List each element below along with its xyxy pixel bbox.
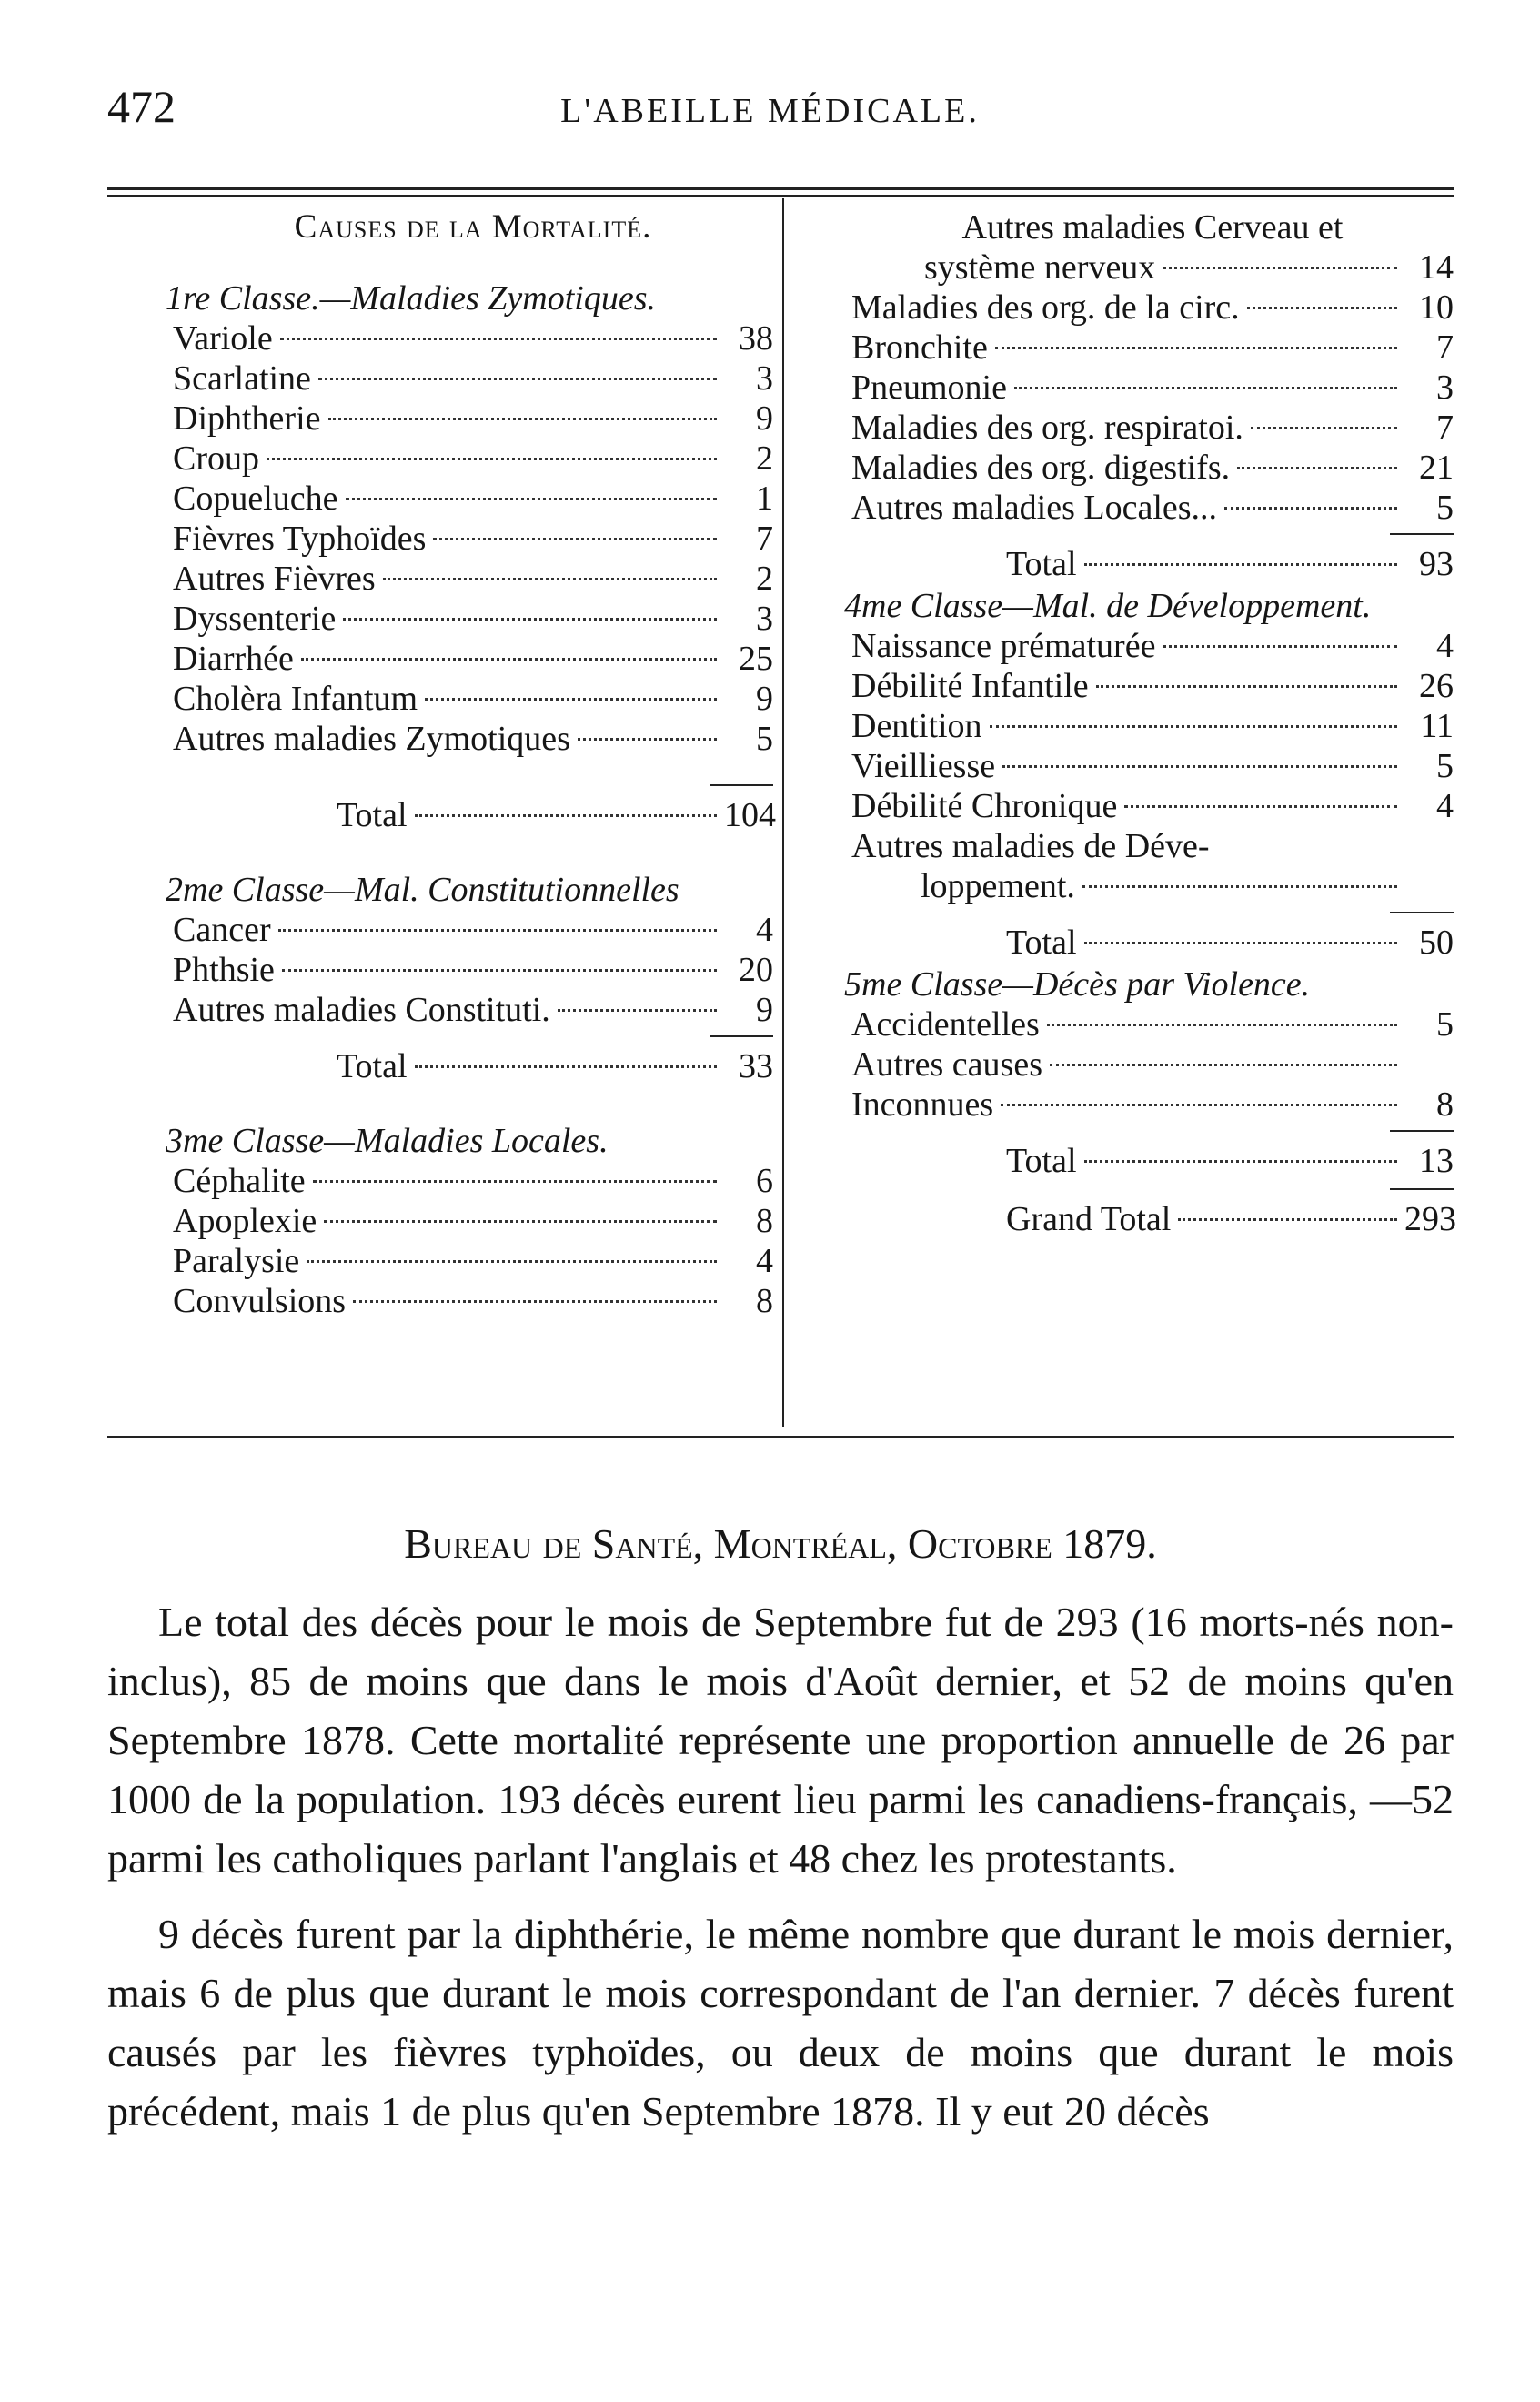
row-value: 2	[756, 439, 773, 478]
row-label: Autres maladies Zymotiques	[173, 720, 570, 758]
row-value: 26	[1419, 667, 1454, 705]
table-row	[173, 1281, 773, 1321]
grand-total-value: 293	[1404, 1200, 1456, 1238]
class-heading-violence: 5me Classe—Décès par Violence.	[844, 965, 1311, 1004]
mortality-table	[107, 198, 1454, 1427]
row-value: 8	[1436, 1085, 1454, 1124]
leader-dots	[318, 378, 717, 380]
row-value: 2	[756, 560, 773, 598]
leader-dots	[415, 1065, 717, 1068]
top-rule-thick	[107, 187, 1454, 190]
grand-total-row	[851, 1197, 1454, 1241]
row-label: Diarrhée	[173, 640, 294, 678]
leader-dots	[267, 458, 717, 460]
table-row	[851, 666, 1454, 706]
leader-dots	[415, 814, 717, 817]
row-label: Débilité Chronique	[851, 787, 1118, 825]
table-row	[851, 1045, 1454, 1125]
row-value: 11	[1420, 707, 1454, 745]
leader-dots	[1251, 427, 1397, 429]
row-value: 7	[756, 520, 773, 558]
leader-dots	[1178, 1218, 1397, 1221]
table-row	[173, 358, 773, 399]
row-value: 8	[756, 1202, 773, 1240]
total-row-development	[851, 921, 1454, 964]
leader-dots	[1084, 563, 1397, 566]
class-heading-development: 4me Classe—Mal. de Développement.	[844, 587, 1372, 625]
class-rows-local-continued	[851, 288, 1454, 528]
row-label: Cholèra Infantum	[173, 680, 418, 718]
leader-dots	[1237, 467, 1397, 469]
row-label: Autres maladies Constituti.	[173, 991, 550, 1029]
row-value: 4	[756, 911, 773, 949]
leader-dots	[1124, 805, 1397, 808]
table-row	[173, 318, 773, 358]
table-row	[851, 488, 1454, 528]
leader-dots	[1224, 507, 1397, 510]
table-row	[851, 288, 1454, 328]
table-row	[173, 439, 773, 479]
leader-dots	[301, 658, 717, 661]
sum-rule	[1390, 1188, 1454, 1190]
row-label: Paralysie	[173, 1242, 300, 1280]
sum-rule	[710, 1035, 773, 1037]
table-row	[173, 399, 773, 439]
leader-dots	[1047, 1024, 1397, 1026]
table-row	[851, 448, 1454, 488]
row-label: Maladies des org. digestifs.	[851, 449, 1231, 487]
row-label: Apoplexie	[173, 1202, 317, 1240]
row-value: 20	[739, 951, 773, 989]
leader-dots	[313, 1180, 717, 1183]
row-label: Autres Fièvres	[173, 560, 376, 598]
total-row-violence	[851, 1139, 1454, 1183]
row-label-line1: Autres maladies Cerveau et	[961, 208, 1344, 247]
row-label: Dentition	[851, 707, 982, 745]
sum-rule	[1390, 912, 1454, 913]
table-row	[173, 719, 773, 759]
row-label: Phthsie	[173, 951, 275, 989]
row-value: 6	[756, 1162, 773, 1200]
class-heading-constitutional: 2me Classe—Mal. Constitutionnelles	[166, 871, 679, 909]
class-rows-violence	[851, 1004, 1454, 1045]
article-paragraph: Le total des décès pour le mois de Septembre fut de 293 (16 morts-nés non-inclus), 85 de moins que dans le mois d'Août dernier, et 52 de moins qu'en Septembre 1878. Cette mortalité représente une proportion annuelle de 26 par 1000 de la population. 193 décès eurent lieu parmi les canadiens-français, —52 parmi les catholiques parlant l'anglais et 48 chez les protestants.	[107, 1599, 1454, 1882]
table-row	[851, 746, 1454, 786]
table-row	[173, 990, 773, 1030]
row-value: 4	[756, 1242, 773, 1280]
row-value: 5	[1436, 1005, 1454, 1044]
leader-dots	[383, 578, 717, 580]
leader-dots	[1096, 685, 1397, 688]
leader-dots	[995, 347, 1397, 349]
row-label: Copueluche	[173, 479, 338, 518]
row-value: 7	[1436, 409, 1454, 447]
table-row	[173, 559, 773, 599]
table-row	[173, 479, 773, 519]
table-row	[173, 1241, 773, 1281]
leader-dots	[353, 1300, 717, 1303]
table-row	[851, 786, 1454, 826]
row-label: Convulsions	[173, 1282, 347, 1320]
bottom-rule	[107, 1436, 1454, 1438]
row-label: Dyssenterie	[173, 600, 337, 638]
table-row	[173, 910, 773, 950]
total-label: Total	[1006, 1142, 1077, 1180]
total-label: Total	[337, 796, 408, 834]
total-label: Total	[1006, 923, 1077, 962]
row-label: Naissance prématurée	[851, 627, 1156, 665]
table-row	[851, 328, 1454, 368]
leader-dots	[278, 929, 717, 932]
table-row	[173, 1201, 773, 1241]
row-value: 5	[1436, 747, 1454, 785]
page-number: 472	[107, 81, 176, 132]
total-row-zymotic	[173, 793, 776, 837]
total-value: 33	[739, 1047, 773, 1085]
column-divider	[782, 198, 784, 1427]
table-row	[173, 639, 773, 679]
sum-rule	[1390, 533, 1454, 535]
row-label-line1: Autres causes	[851, 1045, 1042, 1084]
row-label: Fièvres Typhoïdes	[173, 520, 427, 558]
leader-dots	[1050, 1064, 1397, 1066]
row-label-line2: loppement.	[921, 867, 1075, 905]
total-row-local	[851, 542, 1454, 586]
leader-dots	[1084, 1160, 1397, 1163]
grand-total-label: Grand Total	[1006, 1200, 1172, 1238]
leader-dots	[1084, 942, 1397, 944]
table-row	[851, 1004, 1454, 1045]
row-label: Scarlatine	[173, 359, 311, 398]
table-row	[851, 626, 1454, 666]
row-value: 21	[1419, 449, 1454, 487]
table-row	[173, 1161, 773, 1201]
row-label-line1: Autres maladies de Déve-	[851, 827, 1210, 865]
row-value: 38	[739, 319, 773, 358]
row-value: 5	[756, 720, 773, 758]
row-label: Variole	[173, 319, 273, 358]
row-label: Maladies des org. de la circ.	[851, 288, 1240, 327]
total-label: Total	[337, 1047, 408, 1085]
row-value: 3	[756, 359, 773, 398]
table-row	[173, 950, 773, 990]
row-value: 4	[1436, 627, 1454, 665]
row-label: Bronchite	[851, 328, 988, 367]
row-value: 25	[739, 640, 773, 678]
row-label-line2: Inconnues	[851, 1085, 994, 1124]
table-row	[851, 207, 1454, 288]
table-row	[173, 679, 773, 719]
leader-dots	[328, 418, 717, 420]
row-label: Autres maladies Locales...	[851, 489, 1218, 527]
table-right-column	[844, 207, 1456, 1241]
leader-dots	[578, 738, 717, 741]
row-value: 9	[756, 399, 773, 438]
row-value: 3	[1436, 368, 1454, 407]
table-row	[851, 706, 1454, 746]
class-rows-development	[851, 626, 1454, 826]
sum-rule	[1390, 1130, 1454, 1132]
leader-dots	[307, 1260, 717, 1263]
row-value: 8	[756, 1282, 773, 1320]
row-value: 9	[756, 991, 773, 1029]
row-value: 4	[1436, 787, 1454, 825]
class-heading-zymotic: 1re Classe.—Maladies Zymotiques.	[166, 279, 657, 318]
total-value: 50	[1419, 923, 1454, 962]
running-title: L'ABEILLE MÉDICALE.	[560, 92, 980, 130]
table-title: Causes de la Mortalité.	[294, 208, 652, 246]
leader-dots	[433, 538, 717, 540]
article-body	[107, 1592, 1454, 2157]
row-value: 10	[1419, 288, 1454, 327]
row-label: Accidentelles	[851, 1005, 1040, 1044]
leader-dots	[1163, 645, 1397, 648]
total-value: 104	[724, 796, 776, 834]
row-label: Croup	[173, 439, 259, 478]
leader-dots	[1014, 387, 1397, 389]
row-label: Vieilliesse	[851, 747, 996, 785]
row-label: Débilité Infantile	[851, 667, 1089, 705]
total-value: 13	[1419, 1142, 1454, 1180]
total-row-constitutional	[173, 1045, 773, 1088]
leader-dots	[1163, 267, 1397, 269]
row-value: 9	[756, 680, 773, 718]
table-row	[851, 826, 1454, 906]
leader-dots	[1002, 765, 1397, 768]
article-byline: Bureau de Santé, Montréal, Octobre 1879.	[404, 1520, 1157, 1567]
article-paragraph: 9 décès furent par la diphthérie, le même nombre que durant le mois dernier, mais 6 de plus que durant le mois correspondant de l'an dernier. 7 décès furent causés par les fièvres typhoïdes, ou deux de moins que durant le mois précédent, mais 1 de plus qu'en Septembre 1878. Il y eut 20 décès	[107, 1911, 1454, 2135]
leader-dots	[558, 1009, 717, 1012]
row-label-line2: système nerveux	[924, 248, 1156, 287]
table-row	[173, 519, 773, 559]
leader-dots	[280, 338, 717, 340]
leader-dots	[425, 698, 717, 701]
class-rows-local	[173, 1161, 773, 1321]
sum-rule	[710, 784, 773, 786]
leader-dots	[346, 498, 717, 500]
leader-dots	[324, 1220, 717, 1223]
row-value: 1	[756, 479, 773, 518]
class-heading-local: 3me Classe—Maladies Locales.	[166, 1122, 609, 1160]
leader-dots	[282, 969, 717, 972]
leader-dots	[1082, 885, 1397, 888]
leader-dots	[990, 725, 1397, 728]
table-row	[173, 599, 773, 639]
table-left-column	[166, 207, 776, 1321]
table-row	[851, 368, 1454, 408]
row-label: Céphalite	[173, 1162, 306, 1200]
leader-dots	[1247, 307, 1397, 309]
row-label: Cancer	[173, 911, 271, 949]
top-rule-thin	[107, 195, 1454, 197]
leader-dots	[1001, 1104, 1397, 1106]
class-rows-constitutional	[173, 910, 773, 1030]
row-value: 5	[1436, 489, 1454, 527]
row-value: 14	[1419, 248, 1454, 287]
total-label: Total	[1006, 545, 1077, 583]
class-rows-zymotic	[173, 318, 773, 759]
row-value: 7	[1436, 328, 1454, 367]
total-value: 93	[1419, 545, 1454, 583]
row-label: Maladies des org. respiratoi.	[851, 409, 1243, 447]
leader-dots	[343, 618, 717, 621]
row-label: Diphtherie	[173, 399, 321, 438]
row-value: 3	[756, 600, 773, 638]
row-label: Pneumonie	[851, 368, 1007, 407]
table-row	[851, 408, 1454, 448]
